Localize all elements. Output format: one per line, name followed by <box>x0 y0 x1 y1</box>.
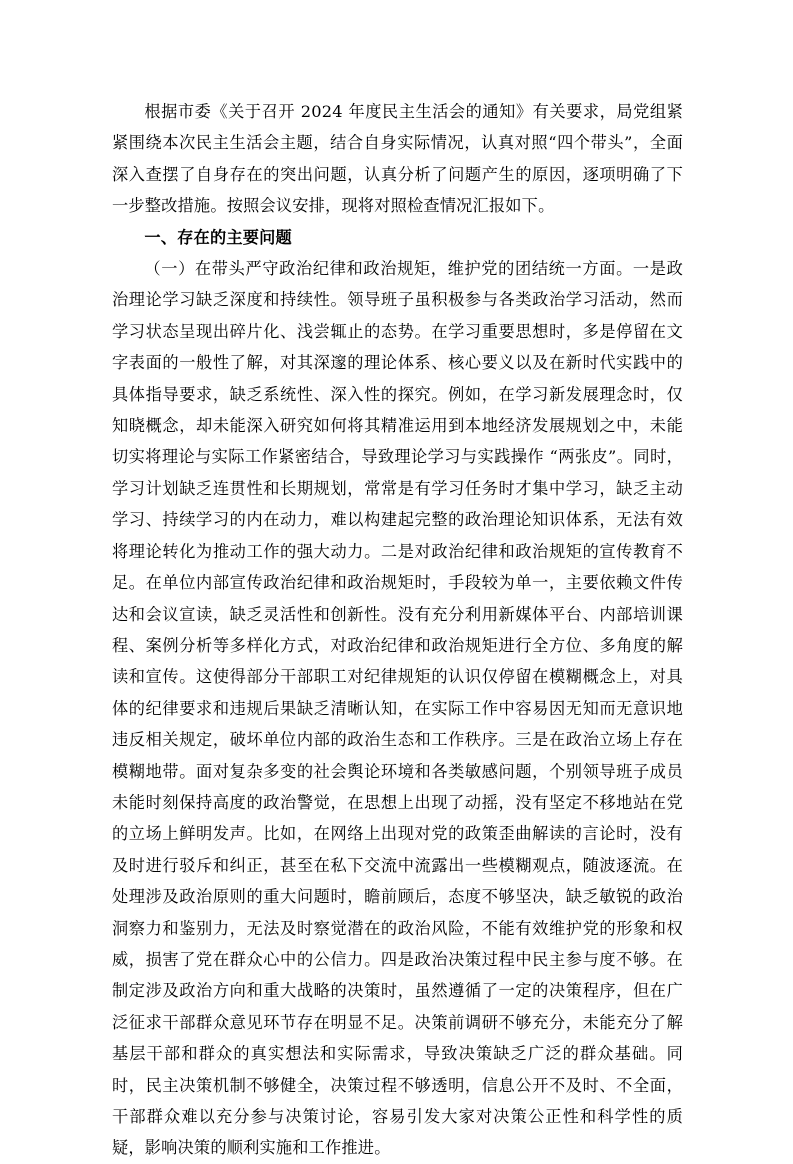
section-heading-main-problems: 一、存在的主要问题 <box>144 227 292 247</box>
paragraph-item-one: （一）在带头严守政治纪律和政治规矩，维护党的团结统一方面。一是政治理论学习缺乏深度和持续性。领导班子虽积极参与各类政治学习活动，然而学习状态呈现出碎片化、浅尝辄止的态势。在学习重要思想时，多是停留在文字表面的一般性了解，对其深邃的理论体系、核心要义以及在新时代实践中的具体指导要求，缺乏系统性、深入性的探究。例如，在学习新发展理念时，仅知晓概念，却未能深入研究如何将其精准运用到本地经济发展规划之中，未能切实将理论与实际工作紧密结合，导致理论学习与实践操作 “两张皮”。同时，学习计划缺乏连贯性和长期规划，常常是有学习任务时才集中学习，缺乏主动学习、持续学习的内在动力，难以构建起完整的政治理论知识体系，无法有效将理论转化为推动工作的强大动力。二是对政治纪律和政治规矩的宣传教育不足。在单位内部宣传政治纪律和政治规矩时，手段较为单一，主要依赖文件传达和会议宣读，缺乏灵活性和创新性。没有充分利用新媒体平台、内部培训课程、案例分析等多样化方式，对政治纪律和政治规矩进行全方位、多角度的解读和宣传。这使得部分干部职工对纪律规矩的认识仅停留在模糊概念上，对具体的纪律要求和违规后果缺乏清晰认知，在实际工作中容易因无知而无意识地违反相关规定，破坏单位内部的政治生态和工作秩序。三是在政治立场上存在模糊地带。面对复杂多变的社会舆论环境和各类敏感问题，个别领导班子成员未能时刻保持高度的政治警觉，在思想上出现了动摇，没有坚定不移地站在党的立场上鲜明发声。比如，在网络上出现对党的政策歪曲解读的言论时，没有及时进行驳斥和纠正，甚至在私下交流中流露出一些模糊观点，随波逐流。在处理涉及政治原则的重大问题时，瞻前顾后，态度不够坚决，缺乏敏锐的政治洞察力和鉴别力，无法及时察觉潜在的政治风险，不能有效维护党的形象和权威，损害了党在群众心中的公信力。四是政治决策过程中民主参与度不够。在制定涉及政治方向和重大战略的决策时，虽然遵循了一定的决策程序，但在广泛征求干部群众意见环节存在明显不足。决策前调研不够充分，未能充分了解基层干部和群众的真实想法和实际需求，导致决策缺乏广泛的群众基础。同时，民主决策机制不够健全，决策过程不够透明，信息公开不及时、不全面，干部群众难以充分参与决策讨论，容易引发大家对决策公正性和科学性的质疑，影响决策的顺利实施和工作推进。 <box>112 259 683 1158</box>
document-body <box>112 96 683 1164</box>
intro-paragraph: 根据市委《关于召开 2024 年度民主生活会的通知》有关要求，局党组紧紧围绕本次民主生活会主题，结合自身实际情况，认真对照“四个带头”，全面深入查摆了自身存在的突出问题，认真分析了问题产生的原因，逐项明确了下一步整改措施。按照会议安排，现将对照检查情况汇报如下。 <box>112 102 683 216</box>
